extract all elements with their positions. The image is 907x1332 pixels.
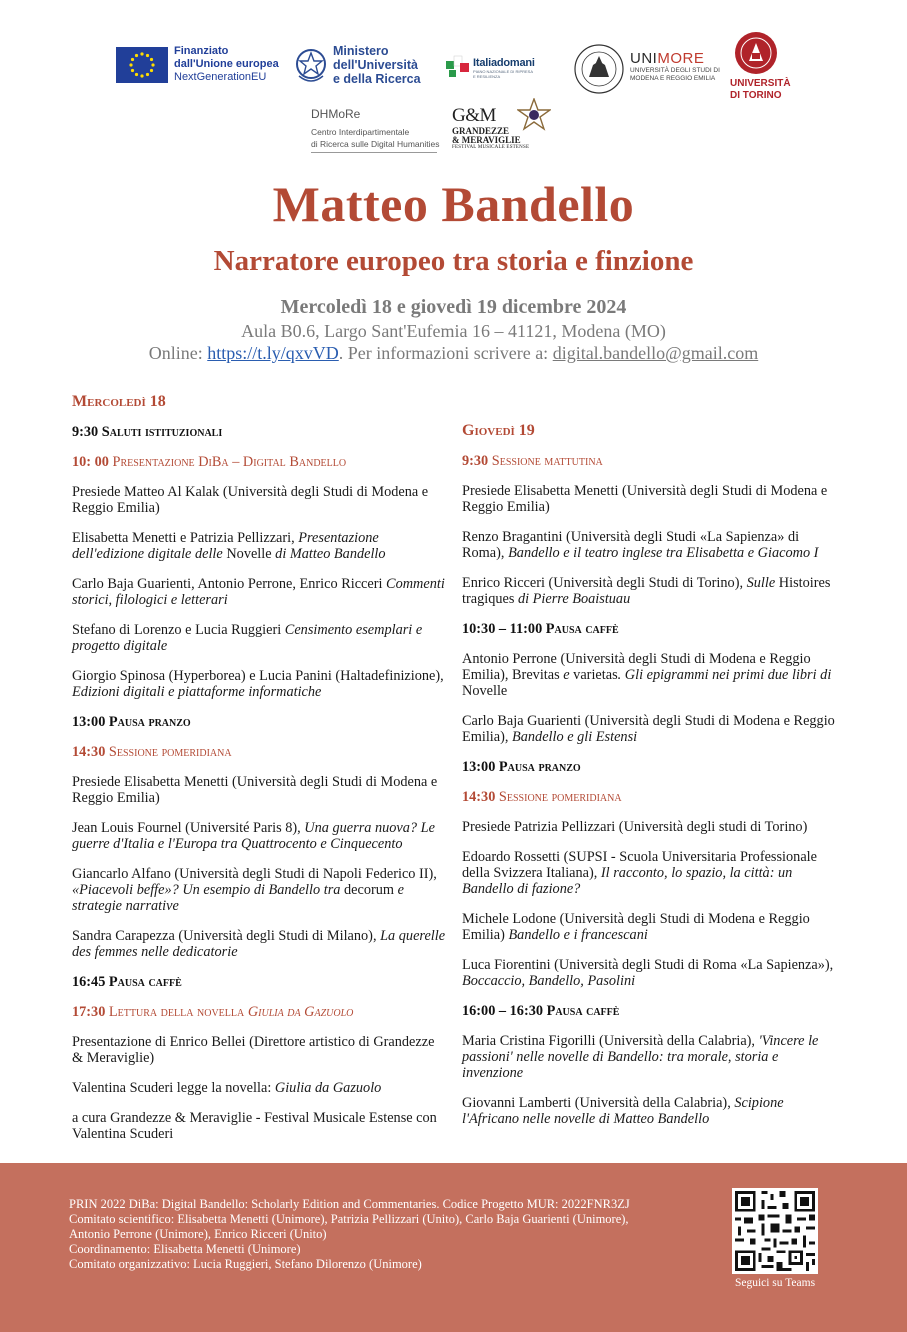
- slot-label: 10:30 – 11:00 Pausa caffè: [462, 621, 619, 637]
- eu-flag-icon: [116, 47, 168, 83]
- event-venue: Aula B0.6, Largo Sant'Eufemia 16 – 41121, Modena (MO): [241, 321, 666, 341]
- program-entry: Edoardo Rossetti (SUPSI - Scuola Universitaria Professionale della Svizzera Italiana), Il racconto, lo spazio, la città: un Bandello di fazione?: [462, 849, 817, 897]
- program-entry: a cura Grandezze & Meraviglie - Festival Musicale Estense con Valentina Scuderi: [72, 1110, 437, 1142]
- slot-label: 16:45 Pausa caffè: [72, 974, 182, 990]
- dhmore-label: DHMoRe Centro Interdipartimentale di Ricerca sulle Digital Humanities: [311, 107, 440, 149]
- italian-republic-emblem-icon: [293, 46, 329, 86]
- program-entry: Giancarlo Alfano (Università degli Studi di Napoli Federico II), «Piacevoli beffe»? Un esempio di Bandello tra decorum e strategie narrative: [72, 866, 437, 914]
- program-entry: Presentazione di Enrico Bellei (Direttore artistico di Grandezze & Meraviglie): [72, 1034, 435, 1066]
- online-info: Online: https://t.ly/qxvVD. Per informazioni scrivere a: digital.bandello@gmail.com: [148, 343, 759, 363]
- program-entry: Elisabetta Menetti e Patrizia Pellizzari, Presentazione dell'edizione digitale delle Novelle di Matteo Bandello: [72, 530, 386, 562]
- eu-funding-label: Finanziato dall'Unione europea NextGenerationEU: [174, 45, 279, 83]
- event-title: Matteo Bandello: [272, 176, 635, 232]
- slot-label: 9:30 Saluti istituzionali: [72, 424, 223, 440]
- program-entry: Jean Louis Fournel (Université Paris 8), Una guerra nuova? Le guerre d'Italia e l'Europa tra Quattrocento e Cinquecento: [72, 820, 435, 852]
- italiadomani-icon: [444, 53, 472, 81]
- event-subtitle: Narratore europeo tra storia e finzione: [213, 245, 694, 277]
- gm-star-icon: [517, 98, 551, 132]
- unimore-seal-icon: [573, 43, 625, 95]
- online-link[interactable]: https://t.ly/qxvVD: [207, 343, 339, 363]
- program-entry: Renzo Bragantini (Università degli Studi «La Sapienza» di Roma), Bandello e il teatro inglese tra Elisabetta e Giacomo I: [462, 529, 819, 561]
- program-entry: Antonio Perrone (Università degli Studi di Modena e Reggio Emilia), Brevitas e varietas. Gli epigrammi nei primi due libri di Novelle: [462, 651, 832, 699]
- event-dates: Mercoledì 18 e giovedì 19 dicembre 2024: [280, 296, 627, 318]
- program-day2: [462, 423, 838, 1141]
- italiadomani-label: Italiadomani PIANO NAZIONALE DI RIPRESA E RESILIENZA: [473, 57, 535, 79]
- slot-label: 13:00 Pausa pranzo: [462, 759, 581, 775]
- program-entry: Presiede Elisabetta Menetti (Università degli Studi di Modena e Reggio Emilia): [72, 774, 438, 806]
- unimore-label: UNIMORE UNIVERSITÀ DEGLI STUDI DI MODENA E REGGIO EMILIA: [630, 50, 720, 82]
- program-entry: Michele Lodone (Università degli Studi di Modena e Reggio Emilia) Bandello e i francescani: [462, 911, 810, 943]
- program-entry: Presiede Patrizia Pellizzari (Università degli studi di Torino): [462, 819, 808, 835]
- program-entry: Carlo Baja Guarienti, Antonio Perrone, Enrico Ricceri Commenti storici, filologici e letterari: [72, 576, 445, 608]
- qr-code-icon[interactable]: [732, 1188, 818, 1274]
- session-heading: 9:30 Sessione mattutina: [462, 453, 603, 469]
- footer-credits: PRIN 2022 DiBa: Digital Bandello: Scholarly Edition and Commentaries. Codice Progetto MUR: 2022FNR3ZJ Comitato scientifico: Elisabetta Menetti (Unimore), Patrizia Pellizzari (Unito), Carlo Baja Guarienti (Unimore), Antonio Perrone (Unimore), Enrico Ricceri (Unito) Coordinamento: Elisabetta Menetti (Unimore) Comitato organizzativo: Lucia Ruggieri, Stefano Dilorenzo (Unimore): [69, 1197, 630, 1271]
- program-entry: Valentina Scuderi legge la novella: Giulia da Gazuolo: [72, 1080, 382, 1096]
- unito-label: UNIVERSITÀ DI TORINO: [730, 78, 791, 101]
- program-entry: Maria Cristina Figorilli (Università della Calabria), 'Vincere le passioni' nelle novelle di Bandello: tra morale, storia e invenzione: [462, 1033, 819, 1081]
- slot-label: 13:00 Pausa pranzo: [72, 714, 191, 730]
- program-entry: Giovanni Lamberti (Università della Calabria), Scipione l'Africano nelle novelle di Matteo Bandello: [462, 1095, 784, 1127]
- day-heading: Mercoledì 18: [72, 393, 166, 410]
- program-entry: Giorgio Spinosa (Hyperborea) e Lucia Panini (Haltadefinizione), Edizioni digitali e piattaforme informatiche: [72, 668, 444, 700]
- qr-caption: Seguici su Teams: [734, 1277, 816, 1289]
- unito-seal-icon: [734, 31, 778, 75]
- contact-email[interactable]: digital.bandello@gmail.com: [552, 343, 759, 363]
- slot-label: 16:00 – 16:30 Pausa caffè: [462, 1003, 620, 1019]
- gm-label: G&M GRANDEZZE & MERAVIGLIE FESTIVAL MUSICALE ESTENSE: [452, 105, 530, 150]
- program-entry: Enrico Ricceri (Università degli Studi di Torino), Sulle Histoires tragiques di Pierre Boaistuau: [462, 575, 831, 607]
- program-entry: Stefano di Lorenzo e Lucia Ruggieri Censimento esemplari e progetto digitale: [72, 622, 423, 654]
- mur-label: Ministero dell'Università e della Ricerca: [333, 44, 421, 86]
- session-heading: 14:30 Sessione pomeridiana: [462, 789, 622, 805]
- dhmore-divider: [311, 152, 437, 153]
- logo-bar: [0, 0, 907, 165]
- session-heading: 10: 00 Presentazione DiBa – Digital Bandello: [72, 454, 347, 470]
- program-entry: Sandra Carapezza (Università degli Studi di Milano), La querelle des femmes nelle dedicatorie: [72, 928, 446, 960]
- session-heading: 17:30 Lettura della novella Giulia da Gazuolo: [72, 1004, 354, 1020]
- program-entry: Luca Fiorentini (Università degli Studi di Roma «La Sapienza»), Boccaccio, Bandello, Pasolini: [462, 957, 834, 989]
- program-entry: Presiede Matteo Al Kalak (Università degli Studi di Modena e Reggio Emilia): [72, 484, 429, 516]
- program-entry: Presiede Elisabetta Menetti (Università degli Studi di Modena e Reggio Emilia): [462, 483, 828, 515]
- program-day1: [72, 394, 448, 1156]
- program-entry: Carlo Baja Guarienti (Università degli Studi di Modena e Reggio Emilia), Bandello e gli Estensi: [462, 713, 835, 745]
- footer-band: [0, 1163, 907, 1332]
- session-heading: 14:30 Sessione pomeridiana: [72, 744, 232, 760]
- day-heading: Giovedì 19: [462, 422, 535, 439]
